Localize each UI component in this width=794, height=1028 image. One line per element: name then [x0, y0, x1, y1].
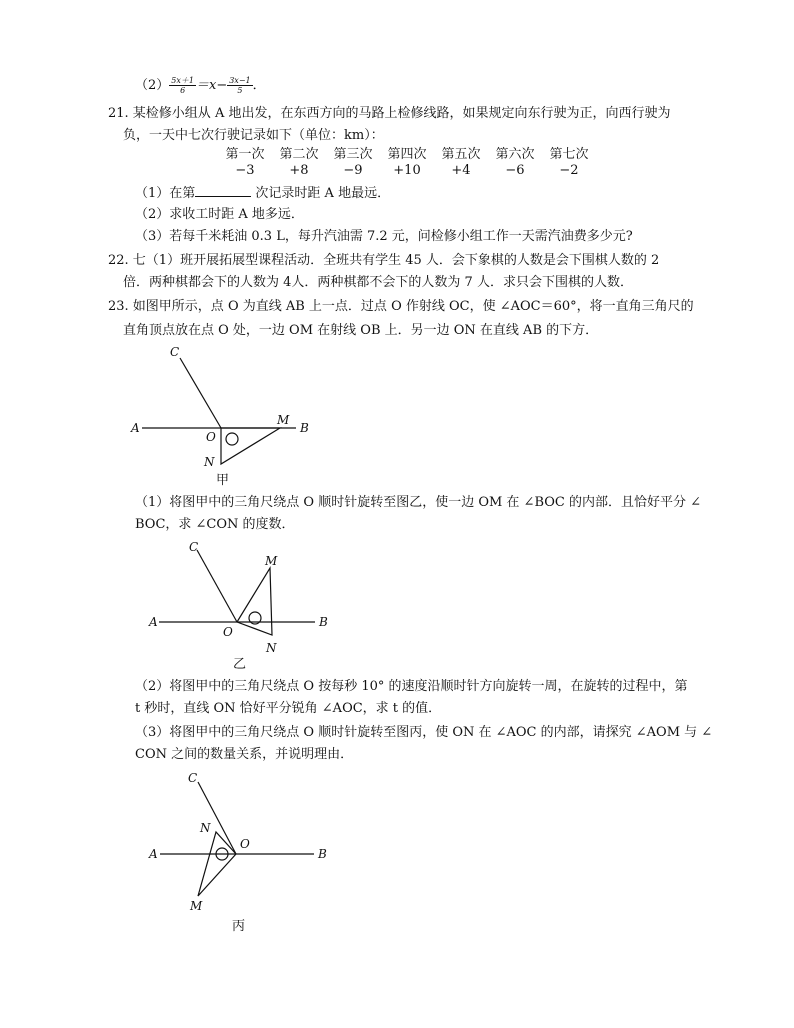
q23-part3-line2: CON 之间的数量关系，并说明理由． [135, 747, 354, 762]
label-m: M [265, 554, 278, 568]
ray-oc [198, 782, 236, 854]
table-cell: +8 [289, 163, 309, 178]
label-b: B [318, 847, 327, 861]
table-header: 第二次 [279, 147, 319, 162]
figure-caption: 甲 [216, 473, 230, 488]
fraction-left-numerator: 5x＋1 [171, 76, 194, 85]
fraction-left-denominator: 6 [180, 86, 186, 95]
label-a: A [131, 421, 140, 435]
label-m: M [277, 413, 290, 427]
table-cell: −2 [559, 163, 579, 178]
figure-jia [120, 340, 320, 490]
q23-stem-line2: 直角顶点放在点 O 处，一边 OM 在射线 OB 上．另一边 ON 在直线 AB 的下方． [123, 323, 599, 338]
table-header: 第六次 [495, 147, 535, 162]
label-n: N [266, 641, 277, 655]
table-cell: +10 [393, 163, 421, 178]
table-cell: +4 [451, 163, 471, 178]
equation-middle: ＝x− [195, 78, 228, 93]
q23-part2-line2: t 秒时，直线 ON 恰好平分锐角 ∠AOC，求 t 的值． [135, 701, 442, 716]
q23-part1-line1: （1）将图甲中的三角尺绕点 O 顺时针旋转至图乙，使一边 OM 在 ∠BOC 的内部．且恰好平分 ∠ [135, 495, 702, 510]
q21-part1-suffix: 次记录时距 A 地最远． [255, 186, 391, 201]
ray-oc [197, 550, 237, 622]
table-value-row [218, 163, 596, 179]
label-a: A [149, 847, 158, 861]
table-cell: −9 [343, 163, 363, 178]
table-header: 第五次 [441, 147, 481, 162]
label-b: B [319, 615, 328, 629]
label-n: N [204, 455, 215, 469]
label-o: O [206, 430, 216, 444]
q23-part3-line1: （3）将图甲中的三角尺绕点 O 顺时针旋转至图丙，使 ON 在 ∠AOC 的内部，请探究 ∠AOM 与 ∠ [135, 725, 713, 740]
q21-part2: （2）求收工时距 A 地多远． [135, 207, 304, 222]
table-cell: −6 [505, 163, 525, 178]
label-o: O [240, 837, 250, 851]
q23-part1-line2: BOC，求 ∠CON 的度数． [135, 517, 295, 532]
answer-blank [195, 184, 251, 197]
label-m: M [190, 899, 203, 913]
label-o: O [223, 625, 233, 639]
table-header-row [218, 147, 596, 163]
q21-stem-line1: 21. 某检修小组从 A 地出发，在东西方向的马路上检修线路，如果规定向东行驶为正，向西行驶为 [108, 106, 671, 121]
triangle-ruler [237, 568, 272, 635]
ruler-hole [226, 433, 238, 445]
q22-stem-line2: 倍．两种棋都会下的人数为 4人．两种棋都不会下的人数为 7 人．求只会下围棋的人数． [123, 275, 633, 290]
label-c: C [188, 771, 198, 785]
q23-part2-line1: （2）将图甲中的三角尺绕点 O 按每秒 10° 的速度沿顺时针方向旋转一周，在旋转的过程中，第 [135, 679, 688, 694]
fraction-left [169, 76, 196, 95]
figure-bing [140, 768, 340, 938]
triangle-ruler [198, 832, 236, 896]
q20-part2-label: （2） [135, 78, 170, 93]
equation-end: ． [252, 78, 266, 93]
label-a: A [149, 615, 158, 629]
label-n: N [200, 821, 211, 835]
q23-stem-line1: 23. 如图甲所示，点 O 为直线 AB 上一点．过点 O 作射线 OC，使 ∠AOC＝60°，将一直角三角尺的 [108, 299, 694, 314]
fraction-right-numerator: 3x−1 [229, 76, 251, 85]
ray-oc [180, 358, 221, 428]
label-b: B [300, 421, 309, 435]
table-header: 第一次 [225, 147, 265, 162]
fraction-right-denominator: 5 [237, 86, 243, 95]
figure-yi [145, 538, 345, 678]
q22-stem-line1: 22. 七（1）班开展拓展型课程活动．全班共有学生 45 人．会下象棋的人数是会下围棋人数的 2 [108, 253, 660, 268]
table-header: 第四次 [387, 147, 427, 162]
q21-driving-record-table [218, 147, 596, 179]
table-header: 第三次 [333, 147, 373, 162]
q21-part1-prefix: （1）在第 [135, 186, 196, 201]
fraction-right [227, 76, 252, 95]
table-cell: −3 [235, 163, 255, 178]
q21-stem-line2: 负，一天中七次行驶记录如下（单位：km）： [123, 128, 384, 143]
figure-caption: 丙 [232, 919, 246, 934]
label-c: C [170, 345, 180, 359]
label-c: C [189, 540, 199, 554]
table-header: 第七次 [549, 147, 589, 162]
q21-part3: （3）若每千米耗油 0.3 L，每升汽油需 7.2 元，问检修小组工作一天需汽油费多少元? [135, 229, 633, 244]
figure-caption: 乙 [233, 657, 247, 672]
q20-part2-equation [135, 76, 266, 95]
q21-part1 [135, 184, 390, 203]
